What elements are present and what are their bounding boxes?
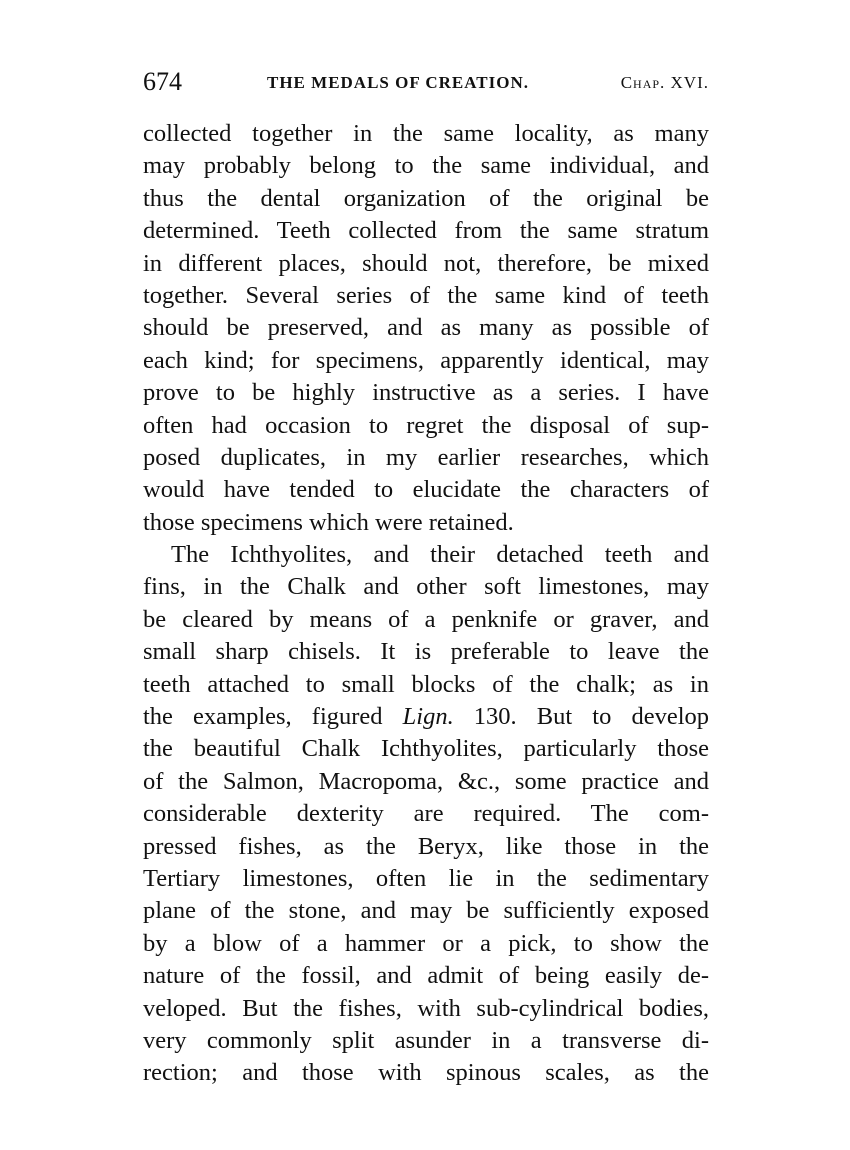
text-line: teeth attached to small blocks of the chalk; as in <box>143 670 709 698</box>
text-line: considerable dexterity are required. The com- <box>143 800 709 828</box>
text-line: small sharp chisels. It is preferable to leave the <box>143 638 709 666</box>
book-page <box>143 62 709 1090</box>
figure-reference: Lign. <box>402 703 454 731</box>
text-line: The Ichthyolites, and their detached teeth and <box>171 541 709 569</box>
text-line: pressed fishes, as the Beryx, like those in the <box>143 832 709 860</box>
body-text <box>143 118 709 1090</box>
page-number: 674 <box>143 67 182 96</box>
text-fragment: the examples, figured <box>143 703 403 731</box>
text-line: fins, in the Chalk and other soft limestones, may <box>143 573 709 601</box>
text-line: determined. Teeth collected from the same stratum <box>143 217 709 245</box>
text-line: be cleared by means of a penknife or graver, and <box>143 605 709 633</box>
text-line: prove to be highly instructive as a series. I have <box>143 379 709 407</box>
text-line-figure-reference <box>143 701 709 733</box>
text-line: each kind; for specimens, apparently identical, may <box>143 346 709 374</box>
paragraph-1 <box>143 118 709 539</box>
running-head <box>143 62 709 102</box>
text-line: veloped. But the fishes, with sub-cylindrical bodies, <box>143 994 709 1022</box>
text-line: posed duplicates, in my earlier researches, which <box>143 443 709 471</box>
text-line: collected together in the same locality, as many <box>143 120 709 147</box>
text-fragment: 130. But to develop <box>453 703 709 731</box>
text-line: thus the dental organization of the original be <box>143 184 709 212</box>
chapter-reference: Chap. XVI. <box>620 73 709 92</box>
running-title: THE MEDALS OF CREATION. <box>267 73 529 92</box>
text-line: in different places, should not, therefore, be mixed <box>143 249 709 277</box>
text-line: very commonly split asunder in a transverse di- <box>143 1026 709 1054</box>
text-line: plane of the stone, and may be sufficiently exposed <box>143 897 709 925</box>
text-line: rection; and those with spinous scales, as the <box>143 1059 709 1087</box>
text-line: of the Salmon, Macropoma, &c., some practice and <box>143 767 709 795</box>
paragraph-2 <box>143 539 709 1090</box>
text-line: should be preserved, and as many as possible of <box>143 314 709 342</box>
text-line: Tertiary limestones, often lie in the sedimentary <box>143 864 709 892</box>
text-line: may probably belong to the same individual, and <box>143 152 709 180</box>
text-line: by a blow of a hammer or a pick, to show the <box>143 929 709 957</box>
text-line: those specimens which were retained. <box>143 508 514 536</box>
text-line: often had occasion to regret the disposal of sup- <box>143 411 709 439</box>
text-line: the beautiful Chalk Ichthyolites, particularly those <box>143 735 709 763</box>
text-line: together. Several series of the same kind of teeth <box>143 281 709 309</box>
text-line: nature of the fossil, and admit of being easily de- <box>143 962 709 990</box>
text-line: would have tended to elucidate the characters of <box>143 476 709 504</box>
